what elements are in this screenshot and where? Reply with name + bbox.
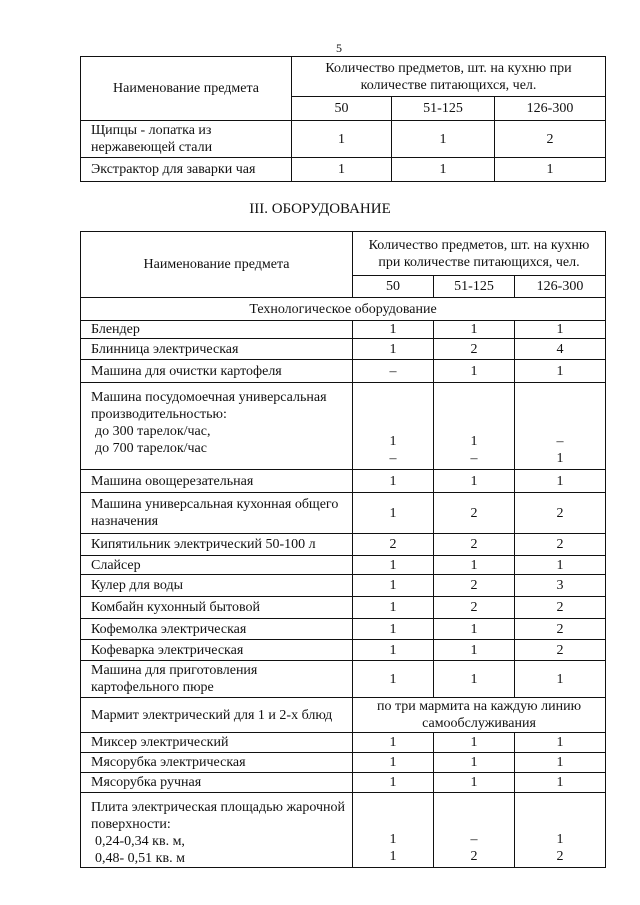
- table-row: [81, 575, 606, 597]
- row-subvalue: –: [470, 451, 478, 466]
- row-name-main: Плита электрическая площадью жарочной поверхности:: [91, 800, 345, 832]
- row-value: 1: [515, 733, 606, 753]
- row-value: 1: [515, 321, 606, 339]
- row-value: 1: [353, 597, 434, 619]
- row-value: 1: [353, 321, 434, 339]
- header-name: Наименование предмета: [81, 232, 353, 298]
- col-126-300: 126-300: [515, 276, 606, 298]
- row-value: 1: [434, 753, 515, 773]
- row-value: 1: [434, 773, 515, 793]
- row-subvalue: –: [556, 434, 564, 449]
- row-name-main: Машина посудомоечная универсальная производительностью:: [91, 390, 327, 422]
- row-name: [81, 383, 353, 470]
- row-value: 1: [515, 556, 606, 575]
- row-value: 1: [434, 470, 515, 493]
- row-value: [434, 793, 515, 868]
- row-name: Мармит электрический для 1 и 2-х блюд: [81, 698, 353, 733]
- row-value: 2: [515, 640, 606, 661]
- table-row: [81, 793, 606, 868]
- row-name: Кипятильник электрический 50-100 л: [81, 534, 353, 556]
- row-value: 2: [434, 597, 515, 619]
- row-name: Машина для приготовления картофельного пюре: [81, 661, 353, 698]
- row-value: 2: [434, 534, 515, 556]
- header-qty: Количество предметов, шт. на кухню при количестве питающихся, чел.: [292, 57, 606, 97]
- col-50: 50: [292, 97, 392, 121]
- row-value: [353, 383, 434, 470]
- row-name: Машина универсальная кухонная общего назначения: [81, 493, 353, 534]
- row-value: [515, 383, 606, 470]
- table-row: [81, 493, 606, 534]
- table-row: [81, 661, 606, 698]
- row-name: Кофемолка электрическая: [81, 619, 353, 640]
- row-value: 2: [515, 493, 606, 534]
- table-row: [81, 619, 606, 640]
- header-qty: Количество предметов, шт. на кухню при количестве питающихся, чел.: [353, 232, 606, 276]
- row-value: 2: [434, 575, 515, 597]
- table-row: [81, 556, 606, 575]
- row-value: 1: [392, 121, 495, 158]
- row-subvalue: 1: [556, 451, 564, 466]
- row-value: 1: [353, 619, 434, 640]
- table-row: [81, 698, 606, 733]
- row-value: 1: [353, 640, 434, 661]
- row-name: Мясорубка электрическая: [81, 753, 353, 773]
- row-name: Машина для очистки картофеля: [81, 360, 353, 383]
- col-51-125: 51-125: [392, 97, 495, 121]
- row-value: 1: [292, 121, 392, 158]
- equipment-table: [80, 231, 606, 868]
- row-value: 1: [515, 661, 606, 698]
- row-name: Миксер электрический: [81, 733, 353, 753]
- row-value: 1: [353, 753, 434, 773]
- row-name: Щипцы - лопатка из нержавеющей стали: [81, 121, 292, 158]
- row-subvalue: 1: [470, 434, 478, 449]
- row-value: [353, 793, 434, 868]
- utensils-table: [80, 56, 606, 182]
- row-subvalue: 1: [556, 832, 564, 847]
- row-value: 1: [515, 773, 606, 793]
- row-name: Экстрактор для заварки чая: [81, 158, 292, 182]
- row-value: 2: [515, 597, 606, 619]
- row-value: 1: [353, 339, 434, 360]
- row-name: Блинница электрическая: [81, 339, 353, 360]
- row-name-sub: до 700 тарелок/час: [95, 441, 207, 456]
- row-name: Кулер для воды: [81, 575, 353, 597]
- row-value: 1: [515, 753, 606, 773]
- row-subvalue: –: [389, 451, 397, 466]
- row-value: 2: [353, 534, 434, 556]
- table-row: [81, 597, 606, 619]
- row-value: 1: [434, 661, 515, 698]
- row-value: 1: [392, 158, 495, 182]
- row-value: 2: [515, 534, 606, 556]
- row-value: 1: [353, 575, 434, 597]
- row-value: 1: [353, 773, 434, 793]
- row-value: 1: [353, 733, 434, 753]
- row-subvalue: 1: [389, 434, 397, 449]
- table-row: [81, 733, 606, 753]
- row-subvalue: 2: [470, 849, 478, 864]
- row-name-sub: 0,48- 0,51 кв. м: [95, 851, 185, 866]
- row-value: 2: [515, 619, 606, 640]
- row-span-value: по три мармита на каждую линию самообслуживания: [353, 698, 606, 733]
- row-subvalue: 1: [389, 849, 397, 864]
- row-value: 1: [495, 158, 606, 182]
- row-name: Комбайн кухонный бытовой: [81, 597, 353, 619]
- row-value: 1: [515, 360, 606, 383]
- col-50: 50: [353, 276, 434, 298]
- section-title: III. ОБОРУДОВАНИЕ: [249, 201, 391, 217]
- row-subvalue: 1: [389, 832, 397, 847]
- row-value: 2: [495, 121, 606, 158]
- row-subvalue: –: [470, 832, 478, 847]
- header-name: Наименование предмета: [81, 57, 292, 121]
- table-row: [81, 534, 606, 556]
- row-value: 2: [434, 339, 515, 360]
- row-value: 1: [434, 619, 515, 640]
- row-value: 1: [434, 733, 515, 753]
- table-row: [81, 360, 606, 383]
- row-value: 1: [434, 321, 515, 339]
- row-value: 1: [515, 470, 606, 493]
- row-value: 1: [353, 556, 434, 575]
- row-subvalue: 2: [556, 849, 564, 864]
- table-row: [81, 753, 606, 773]
- row-value: 1: [353, 470, 434, 493]
- row-name: Машина овощерезательная: [81, 470, 353, 493]
- page-number: 5: [336, 41, 342, 55]
- row-value: 1: [353, 661, 434, 698]
- row-value: –: [353, 360, 434, 383]
- row-name: Блендер: [81, 321, 353, 339]
- row-value: 1: [353, 493, 434, 534]
- col-126-300: 126-300: [495, 97, 606, 121]
- col-51-125: 51-125: [434, 276, 515, 298]
- row-name: Мясорубка ручная: [81, 773, 353, 793]
- table-row: [81, 383, 606, 470]
- row-value: 2: [434, 493, 515, 534]
- row-value: 1: [434, 640, 515, 661]
- row-value: 4: [515, 339, 606, 360]
- row-value: 1: [434, 556, 515, 575]
- row-value: [434, 383, 515, 470]
- row-name-sub: 0,24-0,34 кв. м,: [95, 834, 185, 849]
- table-row: [81, 470, 606, 493]
- row-name: Кофеварка электрическая: [81, 640, 353, 661]
- row-value: 3: [515, 575, 606, 597]
- table-row: [81, 640, 606, 661]
- row-name: Слайсер: [81, 556, 353, 575]
- row-value: [515, 793, 606, 868]
- row-name-sub: до 300 тарелок/час,: [95, 424, 211, 439]
- row-value: 1: [292, 158, 392, 182]
- row-name: [81, 793, 353, 868]
- table-row: [81, 321, 606, 339]
- row-value: 1: [434, 360, 515, 383]
- table-row: [81, 773, 606, 793]
- table-row: [81, 339, 606, 360]
- group-title: Технологическое оборудование: [81, 298, 606, 321]
